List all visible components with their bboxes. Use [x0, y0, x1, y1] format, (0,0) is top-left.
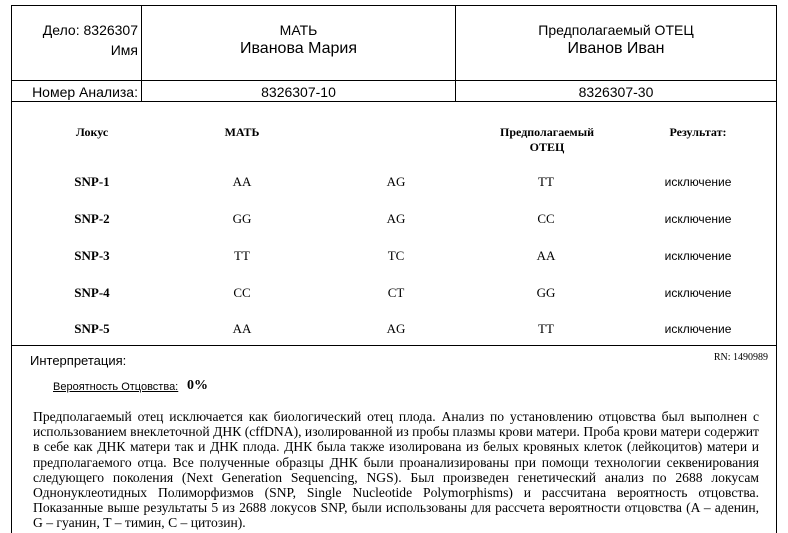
table-row-locus: SNP-2: [74, 211, 110, 226]
mother-analysis-number: 8326307-10: [261, 84, 336, 100]
mother-role: МАТЬ: [279, 22, 318, 38]
table-row-result: исключение: [664, 212, 732, 226]
table-row-result: исключение: [664, 249, 732, 263]
table-row-father: TT: [538, 321, 554, 336]
table-row-result: исключение: [664, 286, 732, 300]
case-label: Дело: 8326307: [42, 22, 138, 38]
locus-header: Локус: [75, 125, 109, 139]
header-mother-column: [142, 6, 456, 101]
table-row-father: CC: [537, 211, 555, 226]
table-row-mother: GG: [232, 211, 252, 226]
header-divider: [142, 80, 455, 81]
table-row-child: AG: [386, 321, 406, 336]
mother-name: Иванова Мария: [239, 40, 358, 57]
father-analysis-number: 8326307-30: [578, 84, 654, 100]
table-row-result: исключение: [664, 175, 732, 189]
report-frame: [11, 5, 777, 533]
header-father-column: [456, 6, 776, 101]
rn-number: RN: 1490989: [713, 352, 768, 363]
table-row-locus: SNP-4: [74, 285, 110, 300]
table-row-child: AG: [386, 211, 406, 226]
table-row-mother: TT: [234, 248, 250, 263]
table-row-locus: SNP-1: [74, 174, 110, 189]
interpretation-label: Интерпретация:: [30, 353, 127, 368]
table-row-mother: AA: [232, 174, 252, 189]
name-label: Имя: [110, 42, 138, 58]
table-row-father: AA: [536, 248, 556, 263]
probability-label: Вероятность Отцовства:: [53, 381, 179, 393]
mother-header: МАТЬ: [224, 125, 260, 139]
analysis-label: Номер Анализа:: [32, 84, 138, 100]
report-header: [12, 6, 776, 102]
table-row-mother: CC: [233, 285, 251, 300]
result-header: Результат:: [669, 125, 727, 139]
father-role: Предполагаемый ОТЕЦ: [538, 22, 694, 38]
results-table: [12, 102, 776, 346]
header-divider: [456, 80, 776, 81]
table-row-father: GG: [536, 285, 556, 300]
interpretation-text: Предполагаемый отец исключается как биологический отец плода. Анализ по установлению отцовства был выполнен с использованием внеклеточной ДНК (cffDNA), изолированной из пробы плазмы крови матери. Проба крови матери содержит в себе как ДНК матери так и ДНК плода. ДНК была также изолирована из белых кровяных клеток (лейкоцитов) матери и предполагаемого отца. Все полученные образцы ДНК были проанализированы при помощи технологии секвенирования следующего поколения (Next Generation Sequencing, NGS). Был произведен генетический анализ по 2688 локусам Однонуклеотидных Полиморфизмов (SNP, Single Nucleotide Polymorphisms) и рассчитана вероятность отцовства. Показанные выше результаты 5 из 2688 локусов SNP, были использованы для рассчета вероятности отцовства (A – аденин, G – гуанин, T – тимин, C – цитозин).: [33, 409, 759, 531]
probability-value: 0%: [187, 378, 208, 393]
table-row-locus: SNP-3: [74, 248, 110, 263]
father-name: Иванов Иван: [567, 40, 665, 57]
table-row-locus: SNP-5: [74, 321, 110, 336]
table-row-child: TC: [387, 248, 405, 263]
header-divider: [12, 80, 141, 81]
father-header: Предполагаемый ОТЕЦ: [500, 125, 594, 154]
header-labels-column: [12, 6, 142, 101]
table-row-child: AG: [386, 174, 406, 189]
table-row-father: TT: [538, 174, 554, 189]
table-row-child: CT: [387, 285, 405, 300]
table-row-result: исключение: [664, 322, 732, 336]
table-row-mother: AA: [232, 321, 252, 336]
